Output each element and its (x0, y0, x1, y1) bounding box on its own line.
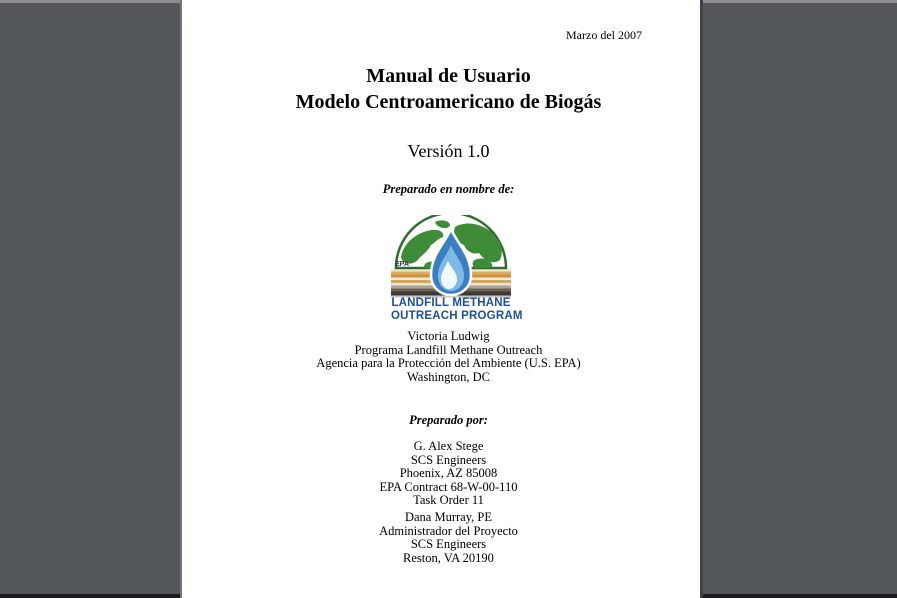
prepared-for-block (197, 330, 700, 384)
document-page (180, 0, 703, 598)
prepared-by-line: Administrador del Proyecto (379, 523, 518, 538)
lmop-logo-caption (391, 297, 523, 323)
prepared-for-line: Programa Landfill Methane Outreach (354, 342, 543, 357)
prepared-for-line: Washington, DC (406, 369, 491, 384)
prepared-by-line: SCS Engineers (410, 452, 487, 467)
prepared-by-line: Task Order 11 (413, 493, 484, 508)
prepared-by-line: Reston, VA 20190 (403, 550, 494, 565)
prepared-by-label: Preparado por: (409, 413, 488, 427)
lmop-caption-line-2: OUTREACH PROGRAM (391, 310, 523, 322)
prepared-for-line: Victoria Ludwig (407, 329, 490, 343)
lmop-logo (391, 215, 523, 325)
prepared-by-line: SCS Engineers (410, 537, 487, 552)
prepared-by-line: Dana Murray, PE (404, 510, 492, 524)
title-line-2: Modelo Centroamericano de Biogás (295, 91, 602, 113)
prepared-by-line: Phoenix, AZ 85008 (399, 466, 498, 481)
document-date: Marzo del 2007 (566, 28, 642, 42)
lmop-emblem-graphic (391, 215, 511, 299)
prepared-by-line: EPA Contract 68-W-00-110 (379, 479, 518, 494)
title-line-1: Manual de Usuario (366, 65, 531, 87)
document-title (197, 63, 700, 115)
prepared-by-block-1 (197, 440, 700, 508)
prepared-for-line: Agencia para la Protección del Ambiente (U.S. EPA) (316, 356, 581, 371)
epa-text: EPA (395, 261, 409, 268)
lmop-caption-line-1: LANDFILL METHANE (391, 297, 511, 309)
prepared-by-line: G. Alex Stege (413, 439, 484, 453)
prepared-by-block-2 (197, 511, 700, 565)
prepared-for-label: Preparado en nombre de: (382, 182, 515, 196)
version-label: Versión 1.0 (407, 141, 490, 161)
